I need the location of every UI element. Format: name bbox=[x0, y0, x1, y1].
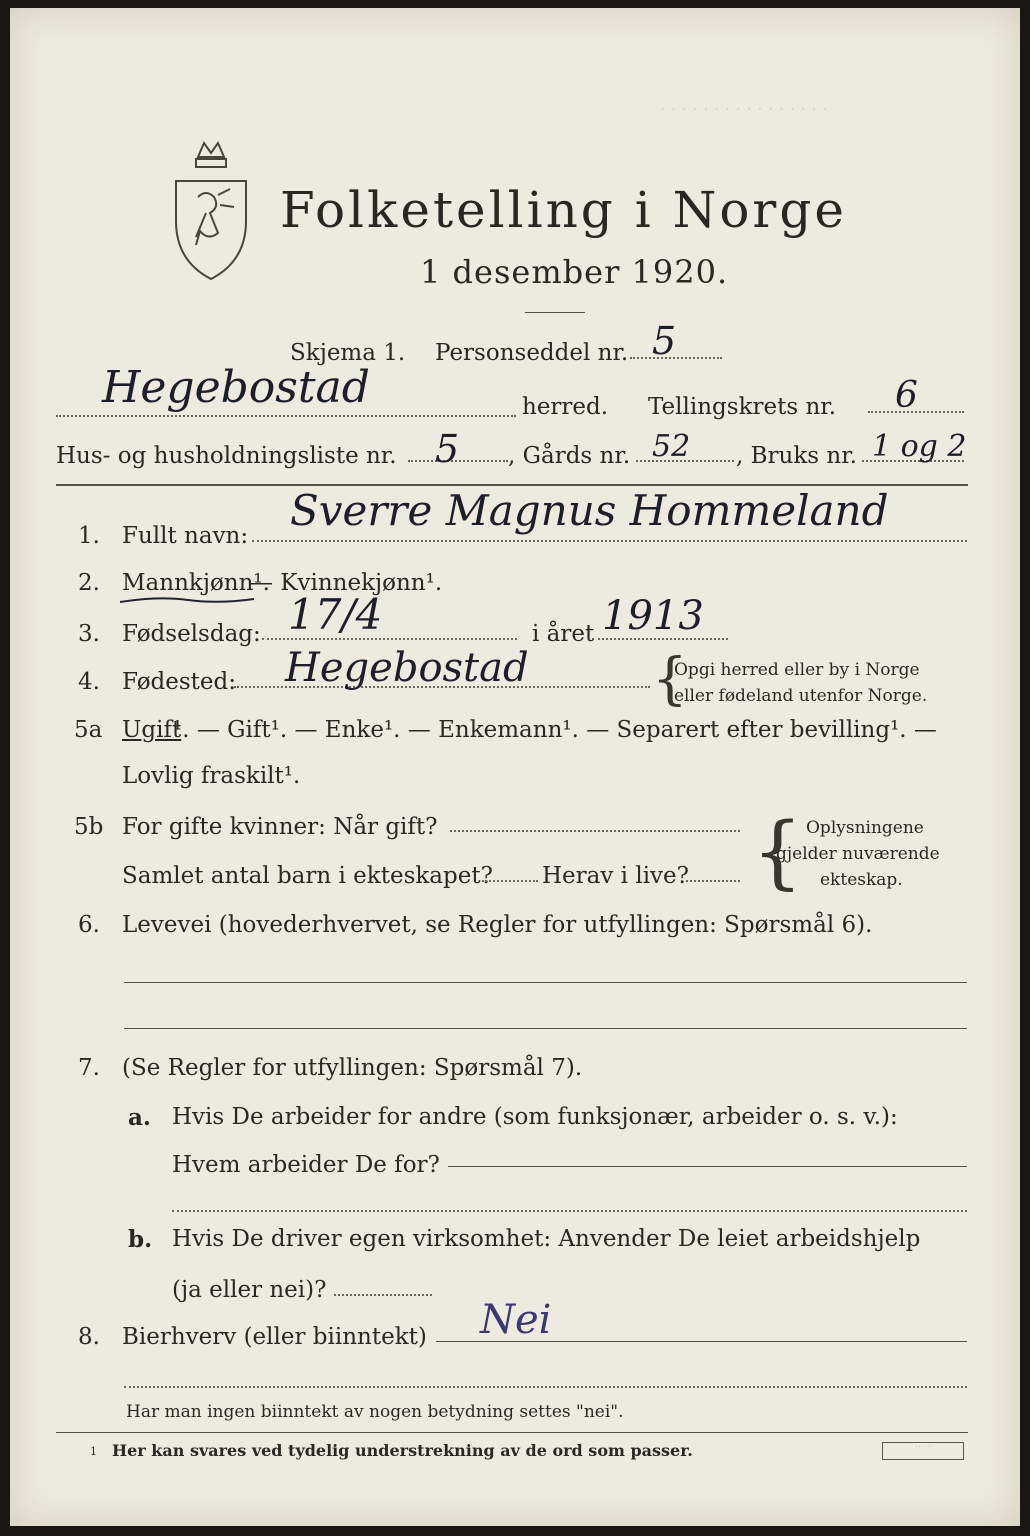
married-when-line[interactable] bbox=[450, 830, 740, 832]
full-name-value[interactable]: Sverre Magnus Hommeland bbox=[290, 486, 889, 535]
birthplace-value[interactable]: Hegebostad bbox=[285, 645, 529, 691]
nei-instruction: Har man ingen biinntekt av nogen betydning settes "nei". bbox=[126, 1402, 624, 1422]
personseddel-value[interactable]: 5 bbox=[652, 319, 677, 363]
q1-label: Fullt navn: bbox=[122, 523, 249, 549]
skjema-label: Skjema 1. bbox=[290, 340, 406, 366]
husliste-value[interactable]: 5 bbox=[435, 427, 460, 471]
birth-year-value[interactable]: 1913 bbox=[602, 593, 704, 639]
footnote-text: Her kan svares ved tydelig understrekning av de ord som passer. bbox=[112, 1441, 693, 1460]
coat-of-arms-icon bbox=[168, 135, 254, 285]
q5b-married-when-label: For gifte kvinner: Når gift? bbox=[122, 814, 438, 840]
herred-label: herred. bbox=[522, 394, 609, 420]
employer-extra-line[interactable] bbox=[172, 1210, 967, 1212]
q6-label: Levevei (hovederhvervet, se Regler for utfyllingen: Spørsmål 6). bbox=[122, 912, 873, 938]
printer-stamp: · · · · · bbox=[882, 1442, 964, 1460]
q5b-children-label: Samlet antal barn i ekteskapet? bbox=[122, 863, 493, 889]
marital-unmarried-option[interactable]: Ugift bbox=[122, 717, 182, 743]
bruks-label: , Bruks nr. bbox=[736, 443, 857, 469]
gards-label: , Gårds nr. bbox=[508, 443, 631, 469]
q7a-line2: Hvem arbeider De for? bbox=[172, 1152, 440, 1178]
occupation-line-2[interactable] bbox=[124, 1028, 967, 1029]
tellingskrets-value[interactable]: 6 bbox=[895, 375, 918, 416]
children-alive-line[interactable] bbox=[686, 880, 740, 882]
q7-number: 7. bbox=[78, 1055, 100, 1081]
q7b-letter: b. bbox=[128, 1226, 153, 1253]
q1-number: 1. bbox=[78, 523, 100, 549]
q5b-note-line1: Oplysningene bbox=[806, 818, 924, 838]
q2-number: 2. bbox=[78, 570, 100, 596]
q5b-number: 5b bbox=[74, 814, 104, 840]
gender-female-option[interactable]: — Kvinnekjønn¹. bbox=[250, 570, 443, 596]
side-income-value[interactable]: Nei bbox=[480, 1297, 552, 1343]
children-count-line[interactable] bbox=[482, 880, 538, 882]
birthdate-value[interactable]: 17/4 bbox=[288, 590, 383, 639]
personseddel-label: Personseddel nr. bbox=[435, 340, 629, 366]
q5b-note-line3: ekteskap. bbox=[820, 870, 903, 890]
title-divider bbox=[525, 312, 585, 313]
side-income-extra-line[interactable] bbox=[124, 1386, 967, 1388]
bruks-value[interactable]: 1 og 2 bbox=[872, 429, 967, 464]
year-label: i året bbox=[532, 621, 595, 647]
male-underline-mark bbox=[118, 594, 258, 608]
footnote-divider bbox=[56, 1432, 968, 1433]
q8-label: Bierhverv (eller biinntekt) bbox=[122, 1324, 427, 1350]
tellingskrets-label: Tellingskrets nr. bbox=[648, 394, 837, 420]
marital-divorced-option[interactable]: Lovlig fraskilt¹. bbox=[122, 763, 301, 789]
q4-number: 4. bbox=[78, 669, 100, 695]
hired-help-line[interactable] bbox=[334, 1294, 432, 1296]
employer-line[interactable] bbox=[448, 1166, 967, 1167]
q5b-brace: { bbox=[752, 805, 803, 898]
husliste-label: Hus- og husholdningsliste nr. bbox=[56, 443, 397, 469]
q3-number: 3. bbox=[78, 621, 100, 647]
q1-line bbox=[252, 540, 967, 542]
q7a-letter: a. bbox=[128, 1104, 151, 1131]
gards-value[interactable]: 52 bbox=[652, 429, 691, 464]
q3-label: Fødselsdag: bbox=[122, 621, 261, 647]
q5b-note-line2: gjelder nuværende bbox=[776, 844, 940, 864]
q4-note-line1: Opgi herred eller by i Norge bbox=[674, 660, 920, 680]
q4-label: Fødested: bbox=[122, 669, 237, 695]
census-date: 1 desember 1920. bbox=[420, 253, 729, 291]
marital-options[interactable]: ¹. — Gift¹. — Enke¹. — Enkemann¹. — Separert efter bevilling¹. — bbox=[173, 717, 937, 743]
q5a-number: 5a bbox=[74, 717, 103, 743]
q7a-line1: Hvis De arbeider for andre (som funksjonær, arbeider o. s. v.): bbox=[172, 1104, 898, 1130]
q4-brace: { bbox=[652, 647, 688, 712]
q7-label: (Se Regler for utfyllingen: Spørsmål 7). bbox=[122, 1055, 583, 1081]
bleed-through-text: · · · · · · · · · · · · · · · · bbox=[660, 100, 828, 120]
herred-value[interactable]: Hegebostad bbox=[102, 362, 370, 413]
footnote-mark: 1 bbox=[90, 1445, 97, 1458]
q7b-line1: Hvis De driver egen virksomhet: Anvender De leiet arbeidshjelp bbox=[172, 1226, 921, 1252]
herred-line bbox=[56, 415, 516, 417]
q7b-line2: (ja eller nei)? bbox=[172, 1277, 327, 1303]
occupation-line-1[interactable] bbox=[124, 982, 967, 983]
gender-male-option[interactable]: Mannkjønn¹. bbox=[122, 570, 270, 596]
q6-number: 6. bbox=[78, 912, 100, 938]
q8-number: 8. bbox=[78, 1324, 100, 1350]
q5b-alive-label: Herav i live? bbox=[542, 863, 689, 889]
form-title: Folketelling i Norge bbox=[280, 181, 847, 239]
q4-note-line2: eller fødeland utenfor Norge. bbox=[674, 686, 928, 706]
